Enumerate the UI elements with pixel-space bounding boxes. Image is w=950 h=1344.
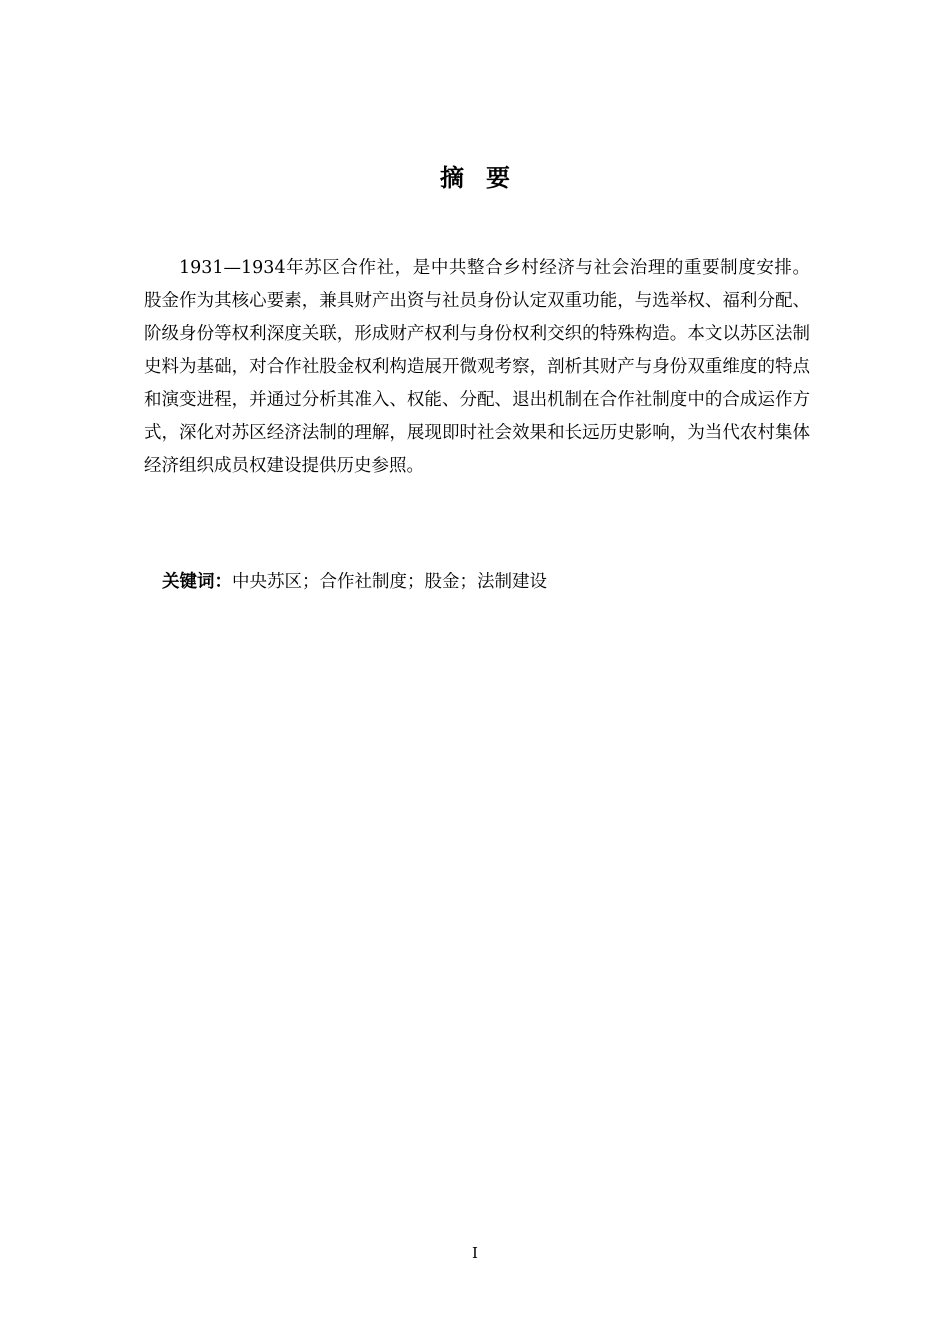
abstract-title: 摘要 xyxy=(440,164,532,192)
page-number: I xyxy=(472,1244,478,1262)
keywords-line xyxy=(162,567,802,597)
keywords-list: 中央苏区；合作社制度；股金；法制建设 xyxy=(232,572,547,592)
keywords-label: 关键词： xyxy=(162,572,232,592)
abstract-paragraph: 1931—1934年苏区合作社，是中共整合乡村经济与社会治理的重要制度安排。股金作为其核心要素，兼具财产出资与社员身份认定双重功能，与选举权、福利分配、阶级身份等权利深度关联，形成财产权利与身份权利交织的特殊构造。本文以苏区法制史料为基础，对合作社股金权利构造展开微观考察，剖析其财产与身份双重维度的特点和演变进程，并通过分析其准入、权能、分配、退出机制在合作社制度中的合成运作方式，深化对苏区经济法制的理解，展现即时社会效果和长远历史影响，为当代农村集体经济组织成员权建设提供历史参照。 xyxy=(144,258,810,476)
